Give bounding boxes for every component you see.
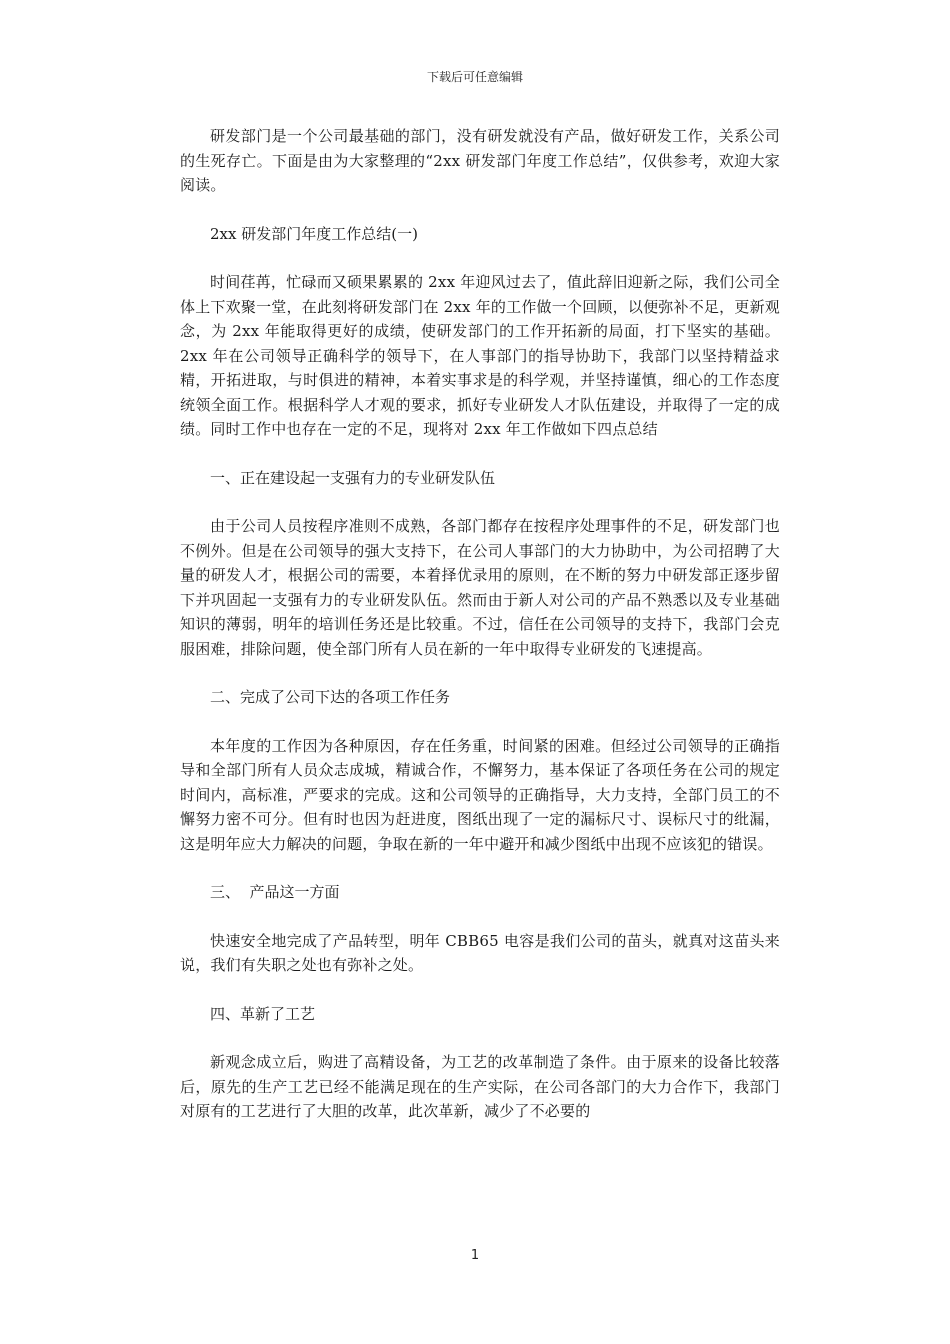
intro-paragraph: 研发部门是一个公司最基础的部门，没有研发就没有产品，做好研发工作，关系公司的生死存亡。下面是由为大家整理的“2xx 研发部门年度工作总结”，仅供参考，欢迎大家阅读。	[180, 127, 780, 194]
section-2-paragraph: 本年度的工作因为各种原因，存在任务重，时间紧的困难。但经过公司领导的正确指导和全部门所有人员众志成城，精诚合作，不懈努力，基本保证了各项任务在公司的规定时间内，高标准，严要求的完成。这和公司领导的正确指导，大力支持，全部门员工的不懈努力密不可分。但有时也因为赶进度，图纸出现了一定的漏标尺寸、误标尺寸的纰漏，这是明年应大力解决的问题，争取在新的一年中避开和减少图纸中出现不应该犯的错误。	[180, 736, 780, 853]
section-heading-3: 三、 产品这一方面	[210, 883, 340, 901]
section-heading-4: 四、革新了工艺	[210, 1004, 316, 1023]
section-heading-2: 二、完成了公司下达的各项工作任务	[210, 688, 451, 706]
header-note: 下载后可任意编辑	[426, 70, 523, 84]
page-number: 1	[470, 1248, 480, 1263]
section-title: 2xx 研发部门年度工作总结(一)	[210, 224, 418, 243]
section-4-paragraph: 新观念成立后，购进了高精设备，为工艺的改革制造了条件。由于原来的设备比较落后，原先的生产工艺已经不能满足现在的生产实际，在公司各部门的大力合作下，我部门对原有的工艺进行了大胆的改革，此次革新，减少了不必要的	[180, 1053, 780, 1120]
summary-paragraph: 时间荏苒，忙碌而又硕果累累的 2xx 年迎风过去了，值此辞旧迎新之际，我们公司全体上下欢聚一堂，在此刻将研发部门在 2xx 年的工作做一个回顾，以便弥补不足，更新观念，为 2xx 年能取得更好的成绩，使研发部门的工作开拓新的局面，打下坚实的基础。2xx 年在公司领导正确科学的领导下，在人事部门的指导协助下，我部门以坚持精益求精，开拓进取，与时俱进的精神，本着实事求是的科学观，并坚持谨慎，细心的工作态度统领全面工作。根据科学人才观的要求，抓好专业研发人才队伍建设，并取得了一定的成绩。同时工作中也存在一定的不足，现将对 2xx 年工作做如下四点总结	[180, 273, 780, 438]
section-3-paragraph: 快速安全地完成了产品转型，明年 CBB65 电容是我们公司的苗头，就真对这苗头来说，我们有失职之处也有弥补之处。	[180, 931, 780, 974]
section-1-paragraph: 由于公司人员按程序准则不成熟，各部门都存在按程序处理事件的不足，研发部门也不例外。但是在公司领导的强大支持下，在公司人事部门的大力协助中，为公司招聘了大量的研发人才，根据公司的需要，本着择优录用的原则，在不断的努力中研发部正逐步留下并巩固起一支强有力的专业研发队伍。然而由于新人对公司的产品不熟悉以及专业基础知识的薄弱，明年的培训任务还是比较重。不过，信任在公司领导的支持下，我部门会克服困难，排除问题，使全部门所有人员在新的一年中取得专业研发的飞速提高。	[180, 517, 780, 658]
section-heading-1: 一、正在建设起一支强有力的专业研发队伍	[210, 468, 496, 487]
document-body	[180, 124, 780, 1148]
